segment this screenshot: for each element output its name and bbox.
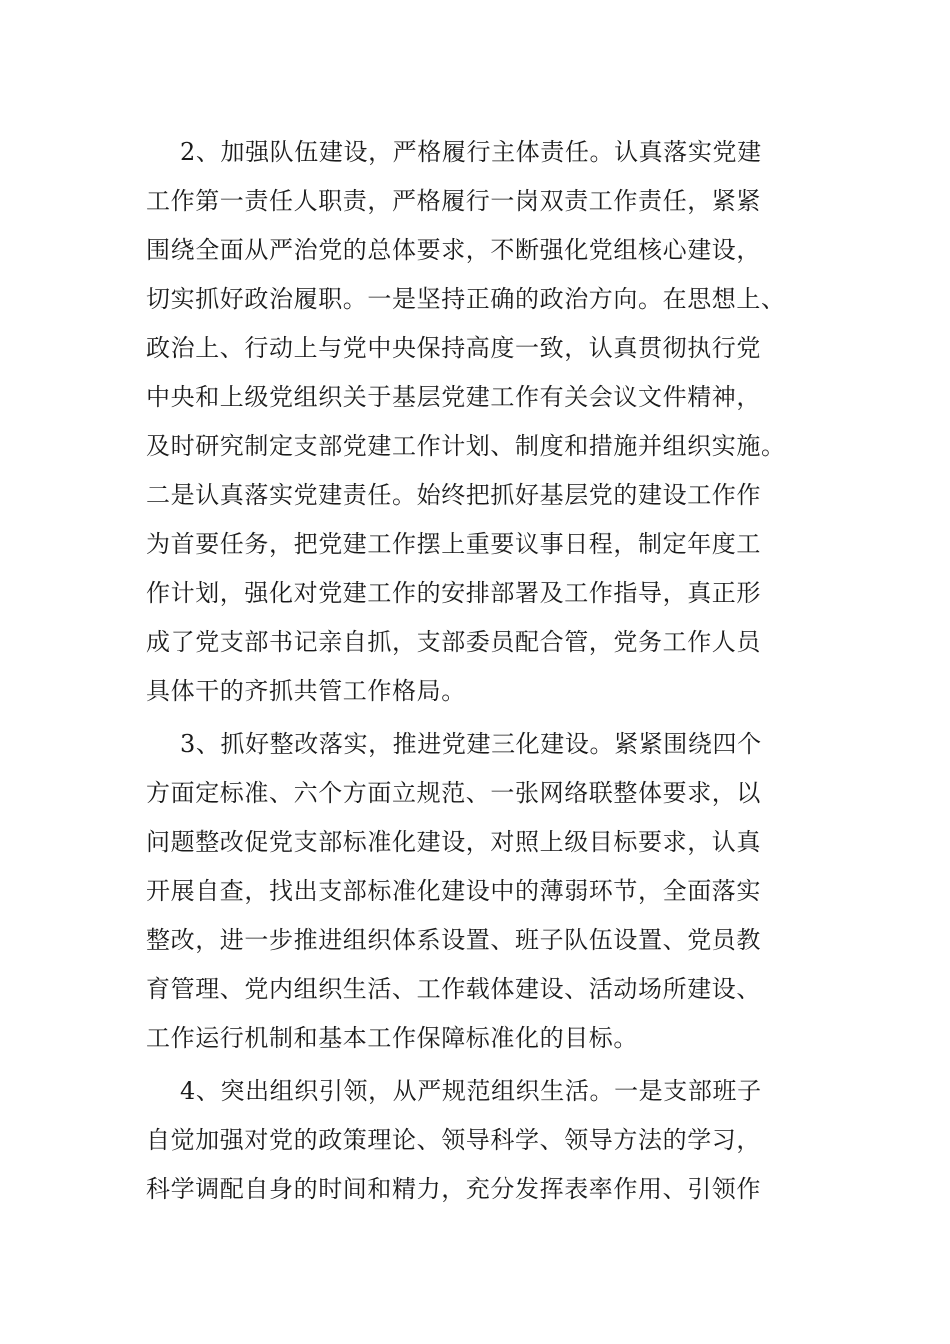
paragraph-2-line-12: 具体干的齐抓共管工作格局。 bbox=[146, 677, 466, 705]
paragraph-2-line-5: 政治上、行动上与党中央保持高度一致，认真贯彻执行党 bbox=[146, 334, 761, 362]
paragraph-2-line-3: 围绕全面从严治党的总体要求，不断强化党组核心建设， bbox=[146, 236, 761, 264]
paragraph-2-line-8: 二是认真落实党建责任。始终把抓好基层党的建设工作作 bbox=[146, 481, 761, 509]
paragraph-3-line-2: 方面定标准、六个方面立规范、一张网络联整体要求，以 bbox=[146, 779, 761, 807]
paragraph-2-line-4: 切实抓好政治履职。一是坚持正确的政治方向。在思想上、 bbox=[146, 285, 786, 313]
paragraph-4-line-2: 自觉加强对党的政策理论、领导科学、领导方法的学习， bbox=[146, 1126, 761, 1154]
paragraph-3-line-1: 3、抓好整改落实，推进党建三化建设。紧紧围绕四个 bbox=[180, 730, 762, 758]
paragraph-2-line-6: 中央和上级党组织关于基层党建工作有关会议文件精神， bbox=[146, 383, 761, 411]
paragraph-2-line-10: 作计划，强化对党建工作的安排部署及工作指导，真正形 bbox=[146, 579, 761, 607]
paragraph-3-line-7: 工作运行机制和基本工作保障标准化的目标。 bbox=[146, 1024, 638, 1052]
paragraph-2-line-2: 工作第一责任人职责，严格履行一岗双责工作责任，紧紧 bbox=[146, 187, 761, 215]
paragraph-2-line-7: 及时研究制定支部党建工作计划、制度和措施并组织实施。 bbox=[146, 432, 786, 460]
paragraph-2-line-9: 为首要任务，把党建工作摆上重要议事日程，制定年度工 bbox=[146, 530, 761, 558]
paragraph-4-line-3: 科学调配自身的时间和精力，充分发挥表率作用、引领作 bbox=[146, 1175, 761, 1203]
paragraph-3-line-4: 开展自查，找出支部标准化建设中的薄弱环节，全面落实 bbox=[146, 877, 761, 905]
paragraph-2-line-1: 2、加强队伍建设，严格履行主体责任。认真落实党建 bbox=[180, 138, 762, 166]
paragraph-3-line-3: 问题整改促党支部标准化建设，对照上级目标要求，认真 bbox=[146, 828, 761, 856]
paragraph-2-line-11: 成了党支部书记亲自抓，支部委员配合管，党务工作人员 bbox=[146, 628, 761, 656]
paragraph-3-line-6: 育管理、党内组织生活、工作载体建设、活动场所建设、 bbox=[146, 975, 761, 1003]
paragraph-3-line-5: 整改，进一步推进组织体系设置、班子队伍设置、党员教 bbox=[146, 926, 761, 954]
paragraph-4-line-1: 4、突出组织引领，从严规范组织生活。一是支部班子 bbox=[180, 1077, 762, 1105]
